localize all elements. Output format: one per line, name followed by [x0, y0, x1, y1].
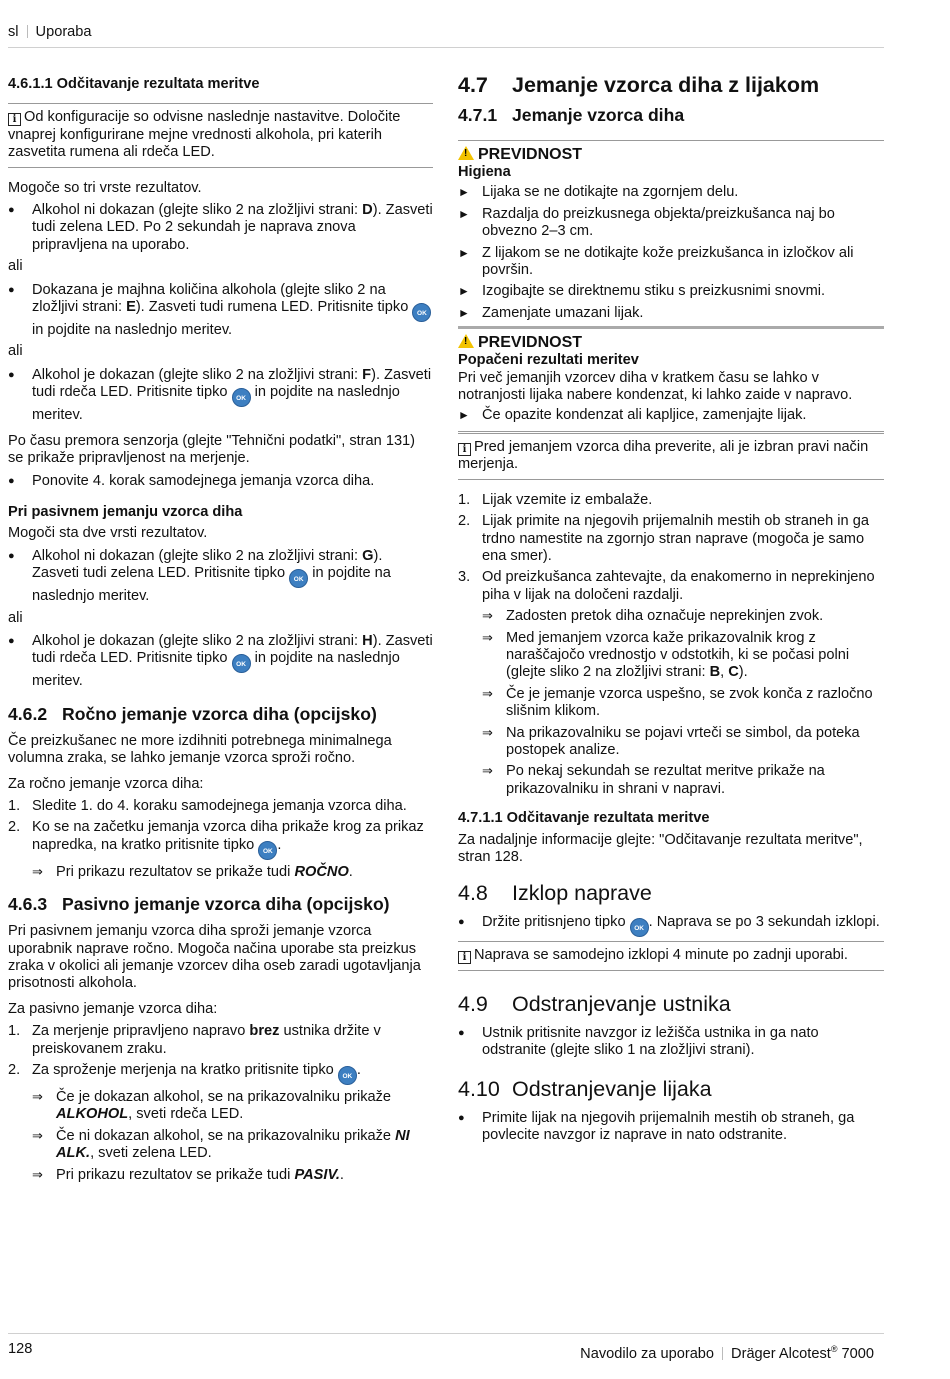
document-type: Navodilo za uporabo: [580, 1345, 715, 1362]
list-item: ● Ustnik pritisnite navzgor iz ležišča ustnika in ga nato odstranite (glejte sliko 1 na zložljivi strani).: [458, 1025, 884, 1060]
steps-list: [8, 1023, 433, 1184]
note-text: Od konfiguracije so odvisne naslednje nastavitve. Določite vnaprej konfigurirane mejne vrednosti alkohola, pri katerih zasvetita rumena ali rdeča LED.: [8, 109, 401, 161]
text: Pri prikazu rezultatov se prikaže tudi: [56, 1166, 295, 1183]
figure-ref: C: [728, 664, 739, 681]
paragraph: Mogoče so tri vrste rezultatov.: [8, 179, 202, 196]
text: ).: [738, 664, 748, 681]
section-title: Izklop naprave: [512, 881, 652, 906]
paragraph: Po času premora senzorja (glejte "Tehnični podatki", stran 131) se prikaže pripravljenost na merjenje.: [8, 432, 416, 467]
section-number: 4.7.1: [458, 105, 498, 125]
paragraph: Pri pasivnem jemanju vzorca diha sproži jemanje vzorca uporabnik naprave ročno. Mogoča načina uporabe sta preizkus zraka v okolici ali jemanje vzorcev diha oseb zaradi ugotavljanja prisotnosti alkohola.: [8, 923, 421, 992]
list-item: [8, 548, 433, 606]
text: . Naprava se po 3 sekundah izklopi.: [648, 914, 880, 931]
text: ustnika držite v preiskovanem zraku.: [32, 1023, 381, 1057]
text: , sveti rdeča LED.: [128, 1106, 244, 1123]
step-list: [458, 914, 884, 937]
passive-heading: Pri pasivnem jemanju vzorca diha: [8, 503, 243, 520]
step-number: 2.: [8, 819, 21, 836]
caution-list: [458, 184, 884, 322]
caution-heading: [458, 333, 884, 352]
text: , sveti zelena LED.: [90, 1145, 212, 1162]
section-number: 4.10: [458, 1076, 500, 1101]
text: .: [356, 1062, 361, 1079]
paragraph: Za nadaljnje informacije glejte: "Odčitavanje rezultata meritve", stran 128.: [458, 831, 863, 865]
or-label: ali: [8, 258, 23, 275]
header-language: sl: [8, 24, 19, 40]
result-list: [8, 202, 433, 254]
ok-button-icon: OK: [258, 841, 277, 860]
steps-list: [8, 798, 433, 881]
text: Če ni dokazan alkohol, se na prikazovalniku prikaže: [56, 1127, 396, 1144]
paragraph: Mogoči sta dve vrsti rezultatov.: [8, 525, 208, 542]
heading-4-6-3: [8, 893, 433, 915]
ok-button-icon: OK: [232, 654, 251, 673]
section-title: Pasivno jemanje vzorca diha (opcijsko): [62, 894, 390, 915]
caution-label: PREVIDNOST: [478, 146, 583, 163]
figure-ref: D: [362, 202, 373, 219]
text: Ko se na začetku jemanja vzorca diha prikaže krog za prikaz napredka, na kratko pritisnite tipko: [32, 819, 424, 853]
display-text: ALKOHOL: [56, 1106, 129, 1123]
text: Lijak vzemite iz embalaže.: [482, 491, 653, 508]
result-list: [8, 282, 433, 340]
step-list: [8, 473, 433, 490]
registered-mark: ®: [830, 1344, 838, 1354]
section-title: Jemanje vzorca diha z lijakom: [512, 73, 820, 97]
list-item: [32, 864, 433, 881]
step-number: 2.: [8, 1062, 21, 1079]
text: ). Zasveti tudi rumena LED. Pritisnite tipko: [135, 299, 413, 316]
result-list: [8, 633, 433, 691]
list-item: ⇒ Na prikazovalniku se pojavi vrteči se simbol, da poteka postopek analize.: [482, 725, 884, 760]
text: Za sproženje merjenja na kratko pritisnite tipko: [32, 1062, 338, 1079]
caution-text: Pri več jemanjih vzorcev diha v kratkem času se lahko v notranjosti lijaka nabere kondenzat, ki lahko zaide v napravo.: [458, 369, 853, 404]
product-model: 7000: [837, 1345, 874, 1362]
text: Če je dokazan alkohol, se na prikazovalniku prikaže: [56, 1089, 392, 1106]
footer-divider: [722, 1347, 723, 1360]
list-item: [482, 630, 884, 682]
text: .: [339, 1166, 344, 1183]
list-item: [32, 1089, 433, 1124]
heading-4-6-2: [8, 703, 433, 725]
section-number: 4.9: [458, 991, 488, 1016]
steps-list: [458, 492, 884, 799]
info-icon: i: [458, 951, 471, 964]
or-label: ali: [8, 609, 23, 626]
section-number: 4.7: [458, 73, 488, 97]
list-item: [458, 492, 884, 509]
figure-ref: E: [126, 299, 136, 316]
list-item: [8, 202, 433, 254]
heading-4-6-1-1: 4.6.1.1 Odčitavanje rezultata meritve: [8, 76, 260, 92]
figure-ref: B: [709, 664, 721, 681]
info-icon: i: [8, 113, 21, 126]
section-number: 4.8: [458, 881, 488, 906]
list-item: [32, 1128, 433, 1163]
text: in pojdite na naslednjo meritev.: [32, 384, 400, 424]
text: Pri prikazu rezultatov se prikaže tudi: [56, 863, 295, 880]
step-number: 1.: [8, 797, 21, 814]
figure-ref: F: [362, 366, 372, 383]
text: Dokazana je majhna količina alkohola (glejte sliko 2 na zložljivi strani:: [32, 281, 386, 316]
list-item: ● Primite lijak na njegovih prijemalnih mestih ob straneh, ga povlecite navzgor iz naprave in nato odstranite.: [458, 1110, 884, 1145]
heading-4-7: [458, 72, 884, 98]
list-item: [458, 914, 884, 937]
text: .: [277, 836, 282, 853]
warning-icon: [458, 334, 474, 348]
result-list: [8, 367, 433, 425]
list-item: ⇒ Zadosten pretok diha označuje neprekinjen zvok.: [482, 608, 884, 625]
text: ). Zasveti tudi rdeča LED. Pritisnite tipko: [32, 632, 433, 667]
caution-subheading: Higiena: [458, 164, 511, 180]
right-column: [458, 72, 884, 1148]
note-text: Naprava se samodejno izklopi 4 minute po zadnji uporabi.: [474, 947, 848, 964]
list-item: ► Lijaka se ne dotikajte na zgornjem delu.: [458, 184, 884, 201]
display-text: NI ALK.: [56, 1127, 410, 1162]
text: Sledite 1. do 4. koraku samodejnega jemanja vzorca diha.: [32, 797, 407, 814]
list-item: [8, 367, 433, 425]
text: in pojdite na naslednjo meritev.: [32, 650, 400, 690]
text: in pojdite na naslednjo meritev.: [32, 322, 233, 339]
step-number: 3.: [458, 569, 471, 586]
text: Lijak primite na njegovih prijemalnih mestih ob straneh in ga trdno namestite na zgornjo stran naprave (mogoča je samo ena smer).: [482, 513, 869, 564]
header-divider: [27, 25, 28, 38]
text: ). Zasveti tudi zelena LED. Po 2 sekundah je naprava znova pripravljena na uporabo.: [32, 202, 433, 253]
list-item: [458, 513, 884, 565]
step-number: 1.: [458, 491, 471, 508]
caution-subheading: Popačeni rezultati meritev: [458, 352, 639, 369]
result-list: [32, 864, 433, 881]
caution-label: PREVIDNOST: [478, 334, 583, 352]
warning-icon: [458, 146, 474, 160]
ok-button-icon: OK: [232, 388, 251, 407]
text: Alkohol je dokazan (glejte sliko 2 na zložljivi strani:: [32, 366, 363, 383]
ok-button-icon: OK: [289, 569, 308, 588]
ok-button-icon: OK: [338, 1066, 357, 1085]
text: Alkohol je dokazan (glejte sliko 2 na zložljivi strani:: [32, 632, 363, 649]
note-text: Pred jemanjem vzorca diha preverite, ali je izbran pravi način merjenja.: [458, 438, 869, 473]
text: .: [348, 863, 353, 880]
section-number: 4.6.2: [8, 703, 48, 724]
list-item: ⇒ Če je jemanje vzorca uspešno, se zvok konča z razločno slišnim klikom.: [482, 686, 884, 721]
text: Alkohol ni dokazan (glejte sliko 2 na zložljivi strani:: [32, 547, 363, 564]
list-item: [8, 1062, 433, 1184]
result-list: [32, 1089, 433, 1184]
list-item: [8, 282, 433, 340]
step-number: 1.: [8, 1023, 21, 1040]
display-text: PASIV.: [294, 1166, 340, 1183]
emphasis: brez: [249, 1023, 280, 1040]
header-section: Uporaba: [35, 24, 92, 40]
caution-list: [458, 407, 884, 424]
list-item: ► Razdalja do preizkusnega objekta/preizkušanca naj bo obvezno 2–3 cm.: [458, 206, 884, 241]
page-header: [8, 24, 884, 48]
text: Od preizkušanca zahtevajte, da enakomerno in neprekinjeno piha v lijak na določeni razdalji.: [482, 569, 875, 603]
info-note-configuration: [8, 103, 433, 167]
page-number: 128: [8, 1341, 33, 1357]
list-item: ► Zamenjate umazani lijak.: [458, 305, 884, 322]
list-item: ► Z lijakom se ne dotikajte kože preizkušanca in izločkov ali površin.: [458, 245, 884, 280]
paragraph: Za ročno jemanje vzorca diha:: [8, 775, 204, 792]
section-title: Ročno jemanje vzorca diha (opcijsko): [62, 703, 377, 724]
text: ). Zasveti tudi rdeča LED. Pritisnite tipko: [32, 366, 432, 401]
list-item: [8, 819, 433, 881]
product-name: Dräger Alcotest: [731, 1345, 831, 1362]
list-item: [8, 1023, 433, 1058]
section-title: Odstranjevanje lijaka: [512, 1076, 712, 1101]
figure-ref: H: [362, 632, 373, 649]
text: ). Zasveti tudi zelena LED. Pritisnite tipko: [32, 547, 383, 582]
result-list: [482, 608, 884, 798]
step-list: [458, 1110, 884, 1145]
caution-hygiene: [458, 140, 884, 322]
display-text: ROČNO: [294, 863, 349, 880]
section-title: Odstranjevanje ustnika: [512, 991, 731, 1016]
step-number: 2.: [458, 513, 471, 530]
left-column: [8, 72, 433, 1188]
heading-4-7-1: [458, 104, 884, 126]
section-title: Jemanje vzorca diha: [512, 105, 685, 125]
ok-button-icon: OK: [630, 918, 649, 937]
heading-4-10: [458, 1076, 884, 1102]
list-item: ⇒ Po nekaj sekundah se rezultat meritve prikaže na prikazovalniku in shrani v napravi.: [482, 763, 884, 798]
list-item: [8, 798, 433, 815]
paragraph: Za pasivno jemanje vzorca diha:: [8, 1000, 218, 1017]
list-item: [32, 1167, 433, 1184]
page-footer: [8, 1333, 884, 1362]
text: ,: [720, 664, 729, 681]
info-note-auto-off: [458, 941, 884, 970]
info-note-mode: [458, 431, 884, 480]
heading-4-8: [458, 880, 884, 906]
result-list: [8, 548, 433, 606]
text: Za merjenje pripravljeno napravo: [32, 1023, 250, 1040]
list-item: [8, 633, 433, 691]
heading-4-9: [458, 991, 884, 1017]
info-icon: i: [458, 443, 471, 456]
list-item: ► Izogibajte se direktnemu stiku s preizkusnimi snovmi.: [458, 283, 884, 300]
list-item: ► Če opazite kondenzat ali kapljice, zamenjajte lijak.: [458, 407, 884, 424]
ok-button-icon: OK: [412, 303, 431, 322]
text: Alkohol ni dokazan (glejte sliko 2 na zložljivi strani:: [32, 202, 363, 219]
text: in pojdite na naslednjo meritev.: [32, 565, 391, 605]
footer-doc-info: [580, 1341, 874, 1363]
figure-ref: G: [362, 547, 374, 564]
heading-4-7-1-1: 4.7.1.1 Odčitavanje rezultata meritve: [458, 810, 710, 827]
list-item: ● Ponovite 4. korak samodejnega jemanja vzorca diha.: [8, 473, 433, 490]
list-item: [458, 569, 884, 798]
section-number: 4.6.3: [8, 894, 48, 915]
paragraph: Če preizkušanec ne more izdihniti potrebnega minimalnega volumna zraka, se lahko jemanje vzorca sproži ročno.: [8, 732, 392, 767]
caution-heading: [458, 145, 884, 164]
caution-distorted-results: [458, 326, 884, 425]
step-list: [458, 1025, 884, 1060]
text: Med jemanjem vzorca kaže prikazovalnik krog z naraščajočo vrednostjo v odstotkih, ki se počasi polni (glejte sliko 2 na zložljivi strani:: [506, 629, 850, 681]
or-label: ali: [8, 343, 23, 360]
text: Držite pritisnjeno tipko: [482, 914, 630, 931]
